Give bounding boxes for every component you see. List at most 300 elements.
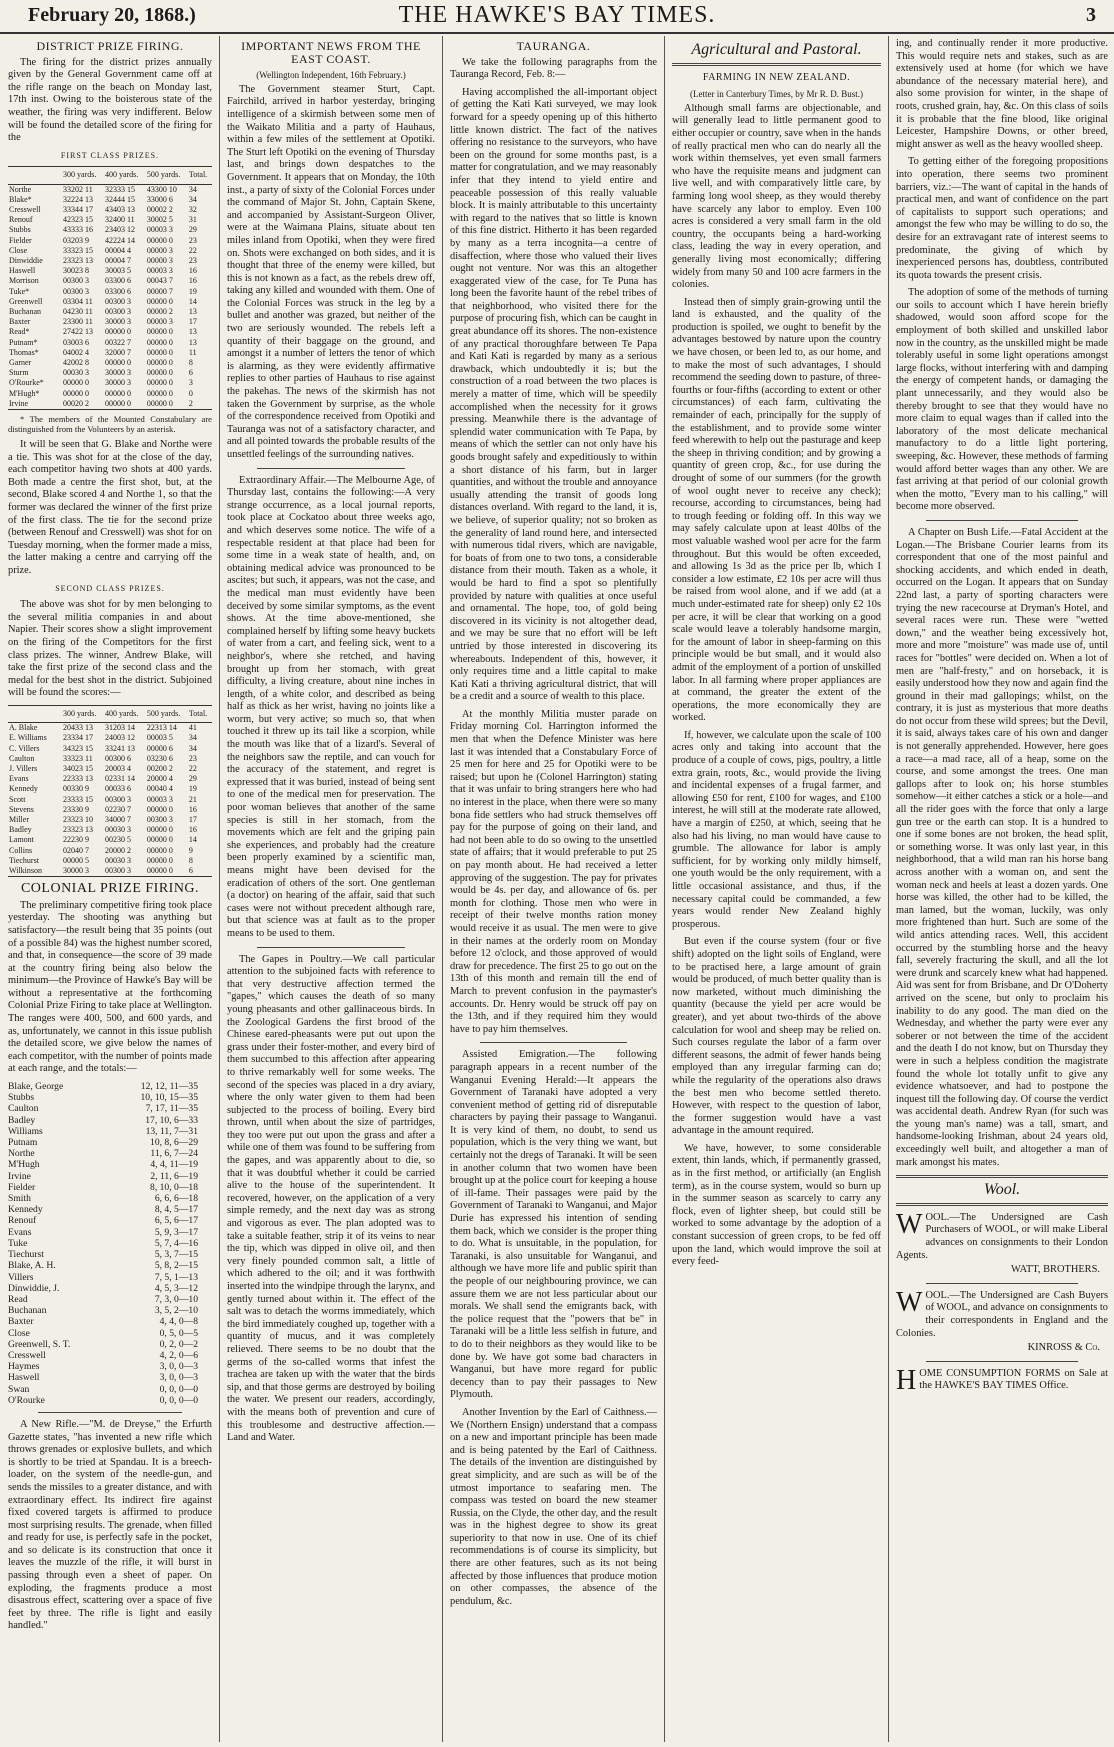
competitor-name: O'Rourke* [9, 378, 44, 388]
competitor-name: Haswell [9, 266, 36, 276]
first-class-row [8, 358, 212, 368]
first-class-row [8, 246, 212, 256]
competitor-name: Swan [8, 1383, 30, 1395]
score-cell: 27422 13 [63, 327, 93, 337]
score-cell: 29 [188, 225, 197, 235]
score-cell: 23333 15 [63, 794, 93, 804]
points-by-range: 0, 0, 0—0 [159, 1394, 198, 1406]
score-cell: 00000 3 [146, 317, 173, 327]
score-cell: 00003 5 [146, 733, 173, 743]
colonial-score-row [8, 1249, 212, 1260]
score-cell: 16 [188, 266, 197, 276]
competitor-name: Wilkinson [8, 866, 62, 877]
score-cell: 04230 11 [63, 306, 93, 316]
first-class-row [8, 266, 212, 276]
score-cell: 29 [188, 774, 197, 784]
wool-advert-kinross [896, 1286, 1108, 1355]
score-cell: 02040 7 [63, 845, 89, 855]
points-by-range: 17, 10, 6—33 [145, 1114, 198, 1126]
score-cell: 03203 9 [63, 235, 89, 245]
score-cell: 03003 6 [63, 337, 89, 347]
competitor-name: Tuke* [9, 286, 30, 296]
score-cell: 23 [188, 235, 197, 245]
competitor-name: Renouf [9, 215, 33, 225]
competitor-name: Thomas* [9, 347, 39, 357]
first-class-row [8, 215, 212, 225]
score-cell: 00322 7 [104, 337, 131, 347]
farming-paragraph-2: Instead then of simply grain-growing until the land is exhausted, and the quality of the production is spoiled, we ought to benefit by the advantages bestowed by nature upon the country we have chosen, or been led to, as our home, and to make the most of such advantages, I should recommend the seeding down to pasture, of three-fourths or four-fifths (according to extent or other circumstances) of each farm, cultivating the remainder of each, principally for the supply of the establishment, and to provide some winter feed wherewith to help out the pasturage and keep the sheep in thriving condition; and by growing a quantity of green crop, &c., for use during the drought of some of our summers (for the growth of wool ought never to receive any check); recourse, according to circumstances, being had to trough feeding or folding off. In this way we may safely calculate upon at least 40lbs of the most valuable washed wool per acre for the farm throughout. But this would be often exceeded, and allowing 1s 3d as the price per lb, which I consider a low estimate, £2 10s per acre will thus be raised from wool alone, and if we add (at a much under-estimated rate for sheep) only £2 10s per acre, it will be clear that working on a good scale would leave a tolerably handsome margin, for the amount of labor in sheep-farming on this principle would be but small, and it would also admit of the employment of a portion of unskilled labor. In all farming where proper appliances are at command, the greater the extent of the operations, the more economically they are worked. [672, 296, 881, 724]
competitor-name: Tiechurst [9, 855, 39, 865]
district-prize-heading: DISTRICT PRIZE FIRING. [36, 39, 184, 53]
score-cell: 33344 17 [63, 204, 93, 214]
colonial-score-row [8, 1215, 212, 1226]
score-cell: 00000 0 [146, 804, 173, 814]
score-cell: 00000 0 [146, 835, 173, 845]
colonial-score-row [8, 1227, 212, 1238]
competitor-name: Collins [9, 845, 33, 855]
score-cell: 43300 10 [146, 184, 177, 194]
score-cell: 00300 3 [63, 276, 89, 286]
colonial-score-row [8, 1193, 212, 1204]
first-class-row [8, 389, 212, 399]
first-class-row [8, 195, 212, 205]
score-cell: 00000 0 [146, 399, 188, 410]
points-by-range: 7, 17, 11—35 [145, 1103, 198, 1115]
score-cell: 2 [188, 399, 212, 410]
colonial-score-row [8, 1159, 212, 1170]
competitor-name: Morrison [9, 276, 39, 286]
score-cell: 04002 4 [63, 347, 89, 357]
competitor-name: J. Villers [9, 763, 38, 773]
score-cell: 00000 0 [146, 327, 173, 337]
competitor-name: Greenwell, S. T. [8, 1338, 71, 1350]
first-class-row [8, 205, 212, 215]
farming-paragraph-1: Although small farms are objectionable, and will generally lead to little permanent good to either occupier or country, save when in the hands of really practical men who can do nearly all the work within themselves, yet even small farmers who have the requisite means and judgment can live well, and with comparatively little care, by farming long wool sheep, as they would thereby have scarcely any labor to employ. Even 100 acres is considered a very small farm in the old country, the occupants being a hard-working class, leading the way in every operation, and generally living most economically; differing widely from many 50 and 100 acre farmers in the colonies. [672, 102, 881, 291]
score-cell: 8 [188, 358, 193, 367]
score-column-header [8, 167, 62, 184]
score-cell: 03300 6 [104, 286, 131, 296]
caithness-compass-article: Another Invention by the Earl of Caithness.—We (Northern Ensign) understand that a compass on a new and important principle has been made and is being patented by the Earl of Caithness. The details of the invention are distinguished by great simplicity, and are such as will be of the utmost importance to seafaring men. The compass was tested on board the new steamer Russia, on the Clyde, the other day, and the result was in the highest degree to show its great superiority to that now in use. One of its chief recommendations is of course its simplicity, but there are other features, such as its not being affected by those influences that produce motion on other compasses, the absence of the pendulum, &c. [450, 1406, 657, 1607]
score-cell: 00000 0 [146, 825, 173, 835]
advert-signature: WATT, BROTHERS. [1011, 1264, 1100, 1276]
score-column-header [8, 705, 62, 722]
advert-signature: KINROSS & Co. [1027, 1342, 1100, 1354]
score-cell: 19 [188, 286, 197, 296]
score-cell: 00000 0 [146, 845, 173, 855]
score-cell: 23323 13 [63, 825, 93, 835]
points-by-range: 10, 8, 6—29 [150, 1137, 198, 1149]
separator [896, 1175, 1108, 1178]
score-cell: 32224 13 [63, 194, 93, 204]
first-class-row [8, 317, 212, 327]
score-cell: 00000 0 [146, 855, 173, 865]
points-by-range: 4, 2, 0—6 [159, 1349, 198, 1361]
score-column-header: 500 yards. [146, 705, 188, 722]
score-cell: 00000 6 [146, 743, 173, 753]
first-class-row [8, 399, 212, 410]
column-rule [442, 36, 443, 1742]
score-cell: 34 [188, 184, 197, 194]
score-cell: 16 [188, 825, 197, 835]
competitor-name: Dinwiddie, J. [8, 1282, 60, 1294]
first-class-row [8, 378, 212, 388]
score-cell: 31203 14 [104, 723, 135, 733]
score-cell: 23300 11 [63, 317, 93, 327]
first-class-score-table [8, 166, 212, 410]
competitor-name: Evans [8, 1226, 32, 1238]
competitor-name: Caulton [9, 753, 35, 763]
score-cell: 30000 3 [62, 866, 104, 877]
militia-muster-article: At the monthly Militia muster parade on Friday morning Col. Harrington informed the men that when the Defence Minister was here last it was intended that a Constabulary Force of 25 men for here and 25 for Opotiki were to be raised; but upon he (Colonel Harrington) stating that it was unfair to bring strangers here who had no interest in the place, when there were so many bona fide settlers who had struck themselves off pay for the purpose of going on their land, and had not been able to do so owing to the unsettled state of affairs; that it would preferable to put 25 on pay month about. He had received a letter approving of the suggestion. The pay for privates would be 4s. per day, and allowance of 6s. per month for clothing. Those men who were in receipt of their twelve months ration money would receive it as usual. The men were to give in their names at the orderly room on Monday before 12 o'clock, and those approved of would draw for precedence. The first 25 to go out on the 13th of this month and remain till the end of March to prevent confusion in the paymaster's accounts. Dr. Henry would be struck off pay on the 13th, and if they required him they would have to pay him themselves. [450, 708, 657, 1035]
competitor-name: Evans [9, 774, 29, 784]
competitor-name: Tuke [8, 1237, 28, 1249]
score-cell: 00300 3 [104, 306, 131, 316]
score-cell: 22230 9 [63, 835, 89, 845]
score-cell: 14 [188, 296, 197, 306]
score-cell: 00000 0 [146, 866, 188, 877]
points-by-range: 3, 5, 2—10 [154, 1305, 198, 1317]
colonial-score-row [8, 1305, 212, 1316]
score-cell: 42323 15 [63, 215, 93, 225]
score-cell: 00300 3 [104, 296, 131, 306]
first-class-row [8, 276, 212, 286]
competitor-name: Caulton [8, 1103, 39, 1115]
competitor-name: Irvine [8, 399, 62, 410]
colonial-score-row [8, 1148, 212, 1159]
score-cell: 23323 13 [63, 255, 93, 265]
score-cell: 00000 3 [146, 245, 173, 255]
points-by-range: 5, 8, 2—15 [154, 1260, 198, 1272]
colonial-score-row [8, 1126, 212, 1137]
colonial-score-row [8, 1260, 212, 1271]
score-cell: 20433 13 [63, 723, 93, 733]
score-cell: 00000 0 [146, 378, 173, 388]
points-by-range: 4, 4, 11—19 [150, 1159, 198, 1171]
competitor-name: Scott [9, 794, 26, 804]
points-by-range: 0, 0, 0—0 [159, 1383, 198, 1395]
second-class-row [8, 774, 212, 784]
score-cell: 00000 0 [146, 296, 173, 306]
column-4 [672, 38, 881, 1738]
points-by-range: 4, 5, 3—12 [154, 1282, 198, 1294]
colonial-score-row [8, 1328, 212, 1339]
second-class-row [8, 846, 212, 856]
colonial-score-row [8, 1081, 212, 1092]
score-cell: 00030 3 [104, 855, 131, 865]
column-rule [664, 36, 665, 1742]
score-cell: 41 [188, 723, 197, 733]
score-cell: 00300 3 [63, 286, 89, 296]
colonial-score-row [8, 1384, 212, 1395]
points-by-range: 2, 11, 6—19 [150, 1170, 198, 1182]
score-cell: 22 [188, 245, 197, 255]
column-1 [8, 38, 212, 1738]
masthead [0, 0, 1114, 34]
colonial-score-row [8, 1182, 212, 1193]
district-prize-intro: The firing for the district prizes annually given by the General Government came off at the rifle range on the beach on Monday last, 17th inst. Owing to the boisterous state of the weather, the firing was very indifferent. Below will be found the detailed score of the firing for the [8, 56, 212, 144]
separator [926, 520, 1078, 521]
competitor-name: Putnam* [9, 337, 38, 347]
first-class-row [8, 236, 212, 246]
score-cell: 30000 3 [104, 378, 131, 388]
competitor-name: Buchanan [8, 1305, 47, 1317]
score-cell: 30000 3 [104, 317, 131, 327]
score-table-note: * The members of the Mounted Constabulary are distinguished from the Volunteers by an asterisk. [8, 414, 212, 435]
score-cell: 00043 7 [146, 276, 173, 286]
points-by-range: 0, 5, 0—5 [159, 1327, 198, 1339]
score-cell: 30000 3 [104, 368, 131, 378]
consumption-forms-advert [896, 1364, 1108, 1396]
score-cell: 00003 3 [146, 266, 173, 276]
score-cell: 00000 0 [104, 327, 131, 337]
competitor-name: Baxter [8, 1316, 34, 1328]
score-cell: 23 [188, 753, 197, 763]
score-cell: 13 [188, 327, 197, 337]
competitor-name: M'Hugh* [9, 388, 40, 398]
score-column-header: 300 yards. [62, 167, 104, 184]
competitor-name: O'Rourke [8, 1394, 45, 1406]
colonial-score-row [8, 1350, 212, 1361]
second-class-row [8, 744, 212, 754]
score-cell: 34323 15 [63, 743, 93, 753]
score-cell: 23330 9 [63, 804, 89, 814]
second-class-row [8, 784, 212, 794]
score-cell: 00000 0 [104, 388, 131, 398]
score-cell: 00003 3 [146, 794, 173, 804]
colonial-score-row [8, 1137, 212, 1148]
score-cell: 30003 5 [104, 266, 131, 276]
competitor-name: Kennedy [8, 1204, 43, 1216]
score-column-header: 500 yards. [146, 167, 188, 184]
first-class-row [8, 307, 212, 317]
score-cell: 00020 2 [62, 399, 104, 410]
points-by-range: 6, 5, 6—17 [154, 1215, 198, 1227]
column-2 [227, 38, 435, 1738]
score-cell: 9 [188, 845, 193, 855]
second-class-row [8, 825, 212, 835]
colonial-score-row [8, 1115, 212, 1126]
score-cell: 32000 7 [104, 347, 131, 357]
second-class-intro: The above was shot for by men belonging to the several militia companies in and about Napier. Their scores show a slight improvement on the firing of the Competitors for the first class prizes. The winner, Andrew Blake, will take the first prize of the second class and the medal for the best shot in the district. Subjoined will be found the scores:— [8, 599, 212, 699]
second-class-heading: SECOND CLASS PRIZES. [55, 583, 165, 593]
farming-paragraph-4: But even if the course system (four or five shift) adopted on the light soils of England, were to be practised here, a large amount of grain would be produced, of much better quality than is now marketed, without much diminishing the quantity (because the yield per acre would be greater), and yet about two-thirds of the above calculation for wool and sheep may be relied on. Such courses regulate the labor of a farm over different seasons, the admit of fewer hands being employed than any irregular farming can do; while the regularity of the operations also draws the best men who become settled thereto. However, with respect to the question of labor, the former suggestion would have a vast advantage in the amount required. [672, 936, 881, 1137]
competitor-name: Badley [9, 825, 32, 835]
points-by-range: 7, 5, 1—13 [154, 1271, 198, 1283]
competitor-name: Badley [8, 1114, 36, 1126]
score-cell: 00003 3 [146, 225, 173, 235]
second-class-row [8, 805, 212, 815]
second-class-row [8, 856, 212, 866]
second-class-row [8, 835, 212, 845]
score-cell: 32333 15 [104, 184, 135, 194]
first-class-row [8, 338, 212, 348]
competitor-name: Miller [9, 814, 29, 824]
assisted-emigration-article: Assisted Emigration.—The following paragraph appears in a recent number of the Wanganui Evening Herald:—It appears the Government of Taranaki have adopted a very convenient method of getting rid of disreputable characters by paying their passage to Wanganui. It is very kind of them, no doubt, to send us population, which is the very thing we want, but certainly not the dregs of Taranaki. It will be seen in another column that two women have been brought up at the police court for keeping a house of ill-fame. Their passages were paid by the Government of Taranaki to Wanganui, and Major Durie has expressed his intention of sending them back, which we consider is the proper thing to do. What is unsuitable, in the population, for Taranaki, is also unsuitable for Wanganui, and although we have more life and public spirit than the people of our neighbouring province, we can assure them we are not less particular about our morals. We shall send the emigrants back, with the police request that the "powers that be" in Taranaki will be a little less selfish in future, and to do to their neighbors as they would like to be done by. We have got some bad characters in Wanganui, but have more regard for public decency than to pay their passages to New Plymouth. [450, 1049, 657, 1401]
score-cell: 00300 3 [104, 794, 131, 804]
competitor-name: Buchanan [9, 306, 41, 316]
competitor-name: Putnam [8, 1137, 38, 1149]
score-cell: 00300 6 [104, 753, 131, 763]
score-cell: 32400 11 [104, 215, 135, 225]
score-cell: 33202 11 [63, 184, 93, 194]
score-cell: 6 [188, 866, 212, 877]
first-class-row [8, 327, 212, 337]
column-3 [450, 38, 657, 1738]
second-class-row [8, 795, 212, 805]
score-cell: 00030 3 [104, 825, 131, 835]
score-cell: 00000 0 [63, 378, 89, 388]
separator [38, 1412, 182, 1413]
score-cell: 00300 3 [146, 814, 173, 824]
score-cell: 00000 0 [104, 358, 131, 367]
score-cell: 00033 6 [104, 784, 131, 794]
score-cell: 00200 2 [146, 763, 173, 773]
score-cell: 20000 2 [104, 845, 131, 855]
east-coast-heading: IMPORTANT NEWS FROM THE EAST COAST. [241, 39, 421, 66]
tie-report: It will be seen that G. Blake and Northe were a tie. This was shot for at the close of the day, each competitor having two shots at 400 yards. Both made a centre the first shot, but, at the second, Blake scored 4 and Northe 1, so that the former was declared the winner of the first prize of the first class. The tie for the second prize (between Renouf and Cresswell) was shot for on Tuesday morning, when the former made a miss, the latter making a centre and carrying off the prize. [8, 439, 212, 576]
wool-heading: Wool. [983, 1181, 1021, 1199]
second-class-row [8, 866, 212, 877]
score-cell: 00004 4 [104, 245, 131, 255]
new-rifle-article: A New Rifle.—"M. de Dreyse," the Erfurth Gazette states, "has invented a new rifle which throws grenades or explosive bullets, and which is shortly to be tried at Spandau. It is a breech-loader, on the system of the needle-gun, and sends the missiles to a greater distance, and with extraordinary effect. Its indirect fire against fixed covered targets is affirmed to produce most surprising results. The grenade, when filled and ready for use, is perfectly safe in the pocket, and so delicate is its construction that once it leaves the muzzle of the rifle, it will burst in passing through even a sheet of paper. On exploding, the fragments produce a most disastrous effect, scattering over a space of five feet by three. The rifle is light and easily handled." [8, 1418, 212, 1632]
points-by-range: 0, 2, 0—2 [159, 1338, 198, 1350]
competitor-name: Blake, George [8, 1081, 64, 1093]
competitor-name: Stevens [9, 804, 34, 814]
first-class-row [8, 184, 212, 195]
colonial-score-row [8, 1171, 212, 1182]
score-column-header: Total. [188, 167, 212, 184]
colonial-score-row [8, 1361, 212, 1372]
first-class-heading: FIRST CLASS PRIZES. [60, 150, 160, 160]
score-cell: 34023 15 [63, 763, 93, 773]
farming-paragraph-3: If, however, we calculate upon the scale of 100 acres only and taking into account that the produce of a couple of cows, pigs, poultry, a little extra grain, roots, &c., would provide the living and incidental expenses of a frugal farmer, and allowing £50 for rent, £100 for wages, and £100 interest, he will still at the moderate rate allowed, have a margin of £250, at which, seeing that he also had his living, no man would have cause to grumble. The allowance for labor is amply sufficient, for by working only mildly himself, one youth would be the only requirement, with a little occasional assistance, and thus, if the necessary capital could be commanded, a few years would render New Zealand highly prosperous. [672, 729, 881, 930]
points-by-range: 13, 11, 7—31 [145, 1125, 198, 1137]
colonial-score-row [8, 1103, 212, 1114]
points-by-range: 10, 10, 15—35 [140, 1092, 198, 1104]
column-5 [896, 38, 1108, 1738]
competitor-name: Sturm [9, 368, 29, 378]
score-cell: 22 [188, 763, 197, 773]
score-cell: 21 [188, 794, 197, 804]
agricultural-pastoral-heading: Agricultural and Pastoral. [691, 41, 862, 58]
colonial-score-row [8, 1238, 212, 1249]
separator [896, 1203, 1108, 1206]
score-column-header: 400 yards. [104, 167, 146, 184]
score-cell: 32 [188, 204, 197, 214]
score-cell: 24003 12 [104, 733, 135, 743]
competitor-name: E. Williams [9, 733, 47, 743]
score-cell: 6 [188, 368, 193, 378]
points-by-range: 12, 12, 11—35 [140, 1081, 198, 1093]
score-column-header: Total. [188, 705, 212, 722]
competitor-name: Read* [9, 327, 30, 337]
score-cell: 00000 2 [146, 306, 173, 316]
score-cell: 00000 0 [146, 368, 173, 378]
score-cell: 31 [188, 215, 197, 225]
first-class-row [8, 348, 212, 358]
bush-life-article: A Chapter on Bush Life.—Fatal Accident at the Logan.—The Brisbane Courier learns from its correspondent that one of the most painful and shocking accidents, and which ended in death, occurred on the Logan. It appears that on Sunday 22nd last, a party of sporting characters were trying the new racecourse at Dryman's Hotel, and several races were run. These were "wetted down," and the weather being excessively hot, more and more "moisture" was made use of, until races for "bottles" were decided on. When a lot of men are "half-fresty," and on horseback, it is easily understood how they now and again find the ground in their mad gallopings; whilst, on the contrary, it is just as mysterious that more deaths do not occur from these wild sprees; but the Devil, it is said, always takes care of his own and danger is not generally apprehended. However, here goes a race—a mad race, all of a heap, some on the course, and some amongst the trees. One man gallops after to look on; his horse stumbles somehow—it either catches a stick or a hole—and all the rider goes with the force that only a large gun tree or the earth can stop. It is a hundred to one if some bones are not broken, the head split, or something worse. It was only last year, in this neighborhood, that a wild man ran his horse bang across another with a woman on, and sent the woman neck and heels at least a dozen yards. One horse was killed, the other had to be killed, the man lamed, but the woman, luckily, was only more frightened than hurt. Such are some of the wild antics attending races. Well, this accident occurred by the stumbling horse and the heavy fall, severely fracturing the skull, and all the lot were drunk and scarcely knew what had happened. Aid was sent for from Brisbane, and Dr O'Doherty arrived on the scene, but only to proclaim his inability to do any good. The man died on the Wednesday, and whether the party were ever any soberer or not between the time of the accident and the death I do not know, but on Thursday they were in such a helpless condition the magistrate found the whole lot totally unfit to give any evidence whatsoever, and had to postpone the inquest till the following day. Of course the verdict was accidental death. Andrew Ryan (for such was the young man's name) was a tall, smart, and handsome-looking Irishman, about 24 years old, exceedingly well built, and altogether a man of mark amongst his mates. [896, 526, 1108, 1168]
competitor-name: Haymes [8, 1361, 40, 1373]
colonial-score-row [8, 1316, 212, 1327]
score-cell: 32444 15 [104, 194, 135, 204]
competitor-name: C. Villers [9, 743, 40, 753]
page-number: 3 [1086, 4, 1096, 26]
separator [257, 947, 405, 948]
score-cell: 42224 14 [104, 235, 135, 245]
first-class-row [8, 225, 212, 235]
separator [926, 1361, 1078, 1362]
points-by-range: 7, 3, 0—10 [154, 1293, 198, 1305]
competitor-name: Baxter [9, 317, 31, 327]
competitor-name: Haswell [8, 1372, 40, 1384]
score-cell: 00030 3 [63, 368, 89, 378]
wool-advert-watt [896, 1208, 1108, 1277]
colonial-score-row [8, 1204, 212, 1215]
competitor-name: Blake* [9, 194, 32, 204]
score-cell: 03230 6 [146, 753, 173, 763]
competitor-name: Dinwiddie [9, 255, 43, 265]
score-cell: 0 [188, 388, 193, 398]
score-cell: 00330 9 [63, 784, 89, 794]
score-cell: 00000 3 [146, 255, 173, 265]
colonial-score-row [8, 1395, 212, 1406]
farming-continued-1: ing, and continually render it more productive. This would require nets and stakes, such as are extensively used at home (for which we have abundance of the necessary material here), and also some provision for winter, in the shape of roots, crushed grain, hay, &c. On this class of soils it is probable that the fine blood, like original Leicester, Hampshire Downs, or other breed, might answer as well as the heavy woolled sheep. [896, 38, 1108, 150]
score-cell: 00230 5 [104, 835, 131, 845]
points-by-range: 6, 6, 6—18 [154, 1193, 198, 1205]
competitor-name: Renouf [8, 1215, 37, 1227]
score-column-header: 300 yards. [62, 705, 104, 722]
score-cell: 00040 4 [146, 784, 173, 794]
competitor-name: Garner [9, 358, 32, 367]
score-cell: 16 [188, 804, 197, 814]
competitor-name: Blake, A. H. [8, 1260, 56, 1272]
advert-text: OOL.—The Undersigned are Cash Purchasers of WOOL, or will make Liberal advances on consignments to their London Agents. [896, 1211, 1108, 1261]
second-class-row [8, 815, 212, 825]
score-cell: 11 [188, 347, 197, 357]
score-cell: 03304 11 [63, 296, 93, 306]
separator [672, 63, 881, 66]
score-cell: 00300 3 [104, 866, 146, 877]
points-by-range: 4, 4, 0—8 [159, 1316, 198, 1328]
east-coast-source: (Wellington Independent, 16th February.) [256, 70, 406, 81]
competitor-name: Lamont [9, 835, 34, 845]
score-cell: 33000 6 [146, 194, 173, 204]
score-cell: 34 [188, 194, 197, 204]
score-cell: 00000 5 [63, 855, 89, 865]
score-cell: 00000 7 [146, 286, 173, 296]
column-rule [219, 36, 220, 1742]
score-cell: 16 [188, 276, 197, 286]
second-class-row [8, 754, 212, 764]
points-by-range: 3, 0, 0—3 [159, 1361, 198, 1373]
gapes-in-poultry-article: The Gapes in Poultry.—We call particular attention to the subjoined facts with reference to that very destructive affection termed the "gapes," which causes the death of so many young pheasants and other gallinaceous birds. In the Zoological Gardens the first brood of the Chinese eared-pheasants were put out upon the grass under their foster-mother, and every bird of them succumbed to this affection after appearing to thrive remarkably well for some weeks. The second of the species was placed in a dry aviary, where the only water given to them had been subjected to the process of boiling. Every bird thrown, until when about the size of partridges, they too were put out upon the grass and after a while one of them was found to be suffering from the gapes, and was apparently about to die, so that it was doubtful whether it could be carried alive to the house of the superintendent. It recovered, however, on the application of a very simple remedy, and the next day was as strong and vigorous as ever. The plan adopted was to take a suitable feather, strip it of its veins to near the tip, which was dipped in olive oil, and then very finely pounded common salt, a little of which adhered to the oil; and it was forthwith inserted into the windpipe through the larynx, and gently turned about within it. The effect of the salt was to detach the worms immediately, which the bird immediately coughed up, together with a quantity of mucus, and it was completely relieved. There seems to be no doubt that the germs of the so-called worms that infest the trachea are taken up with the water that the birds sip, and that those germs are destroyed by boiling the water. We present our readers, accordingly, with the means both of prevention and cure of this troublesome and destructive affection.—Land and Water. [227, 953, 435, 1444]
colonial-prize-report: The preliminary competitive firing took place yesterday. The shooting was anything but satisfactory—the result being that 35 points (out of a possible 84) was the highest number scored, and that, in consequence—the score of 39 made at the country firing being also below the minimum—the Province of Hawke's Bay will be without a representative at the forthcoming Colonial Prize Firing to take place at Wellington. The ranges were 400, 500, and 600 yards, and as, unfortunately, we cannot in this issue publish the detailed score, we give below the names of each competitor, with the number of points made at each range, and the totals:— [8, 899, 212, 1075]
score-cell: 3 [188, 378, 193, 388]
competitor-name: Stubbs [9, 225, 31, 235]
score-cell: 13 [188, 337, 197, 347]
points-by-range: 8, 10, 0—18 [150, 1181, 198, 1193]
competitor-name: Cresswell [9, 204, 41, 214]
score-cell: 34 [188, 743, 197, 753]
score-cell: 22313 14 [146, 723, 177, 733]
competitor-name: Read [8, 1293, 28, 1305]
competitor-name: Tiechurst [8, 1249, 44, 1261]
score-cell: 20003 4 [104, 763, 131, 773]
colonial-score-list [8, 1081, 212, 1406]
first-class-row [8, 287, 212, 297]
points-by-range: 5, 7, 4—16 [154, 1237, 198, 1249]
colonial-score-row [8, 1372, 212, 1383]
